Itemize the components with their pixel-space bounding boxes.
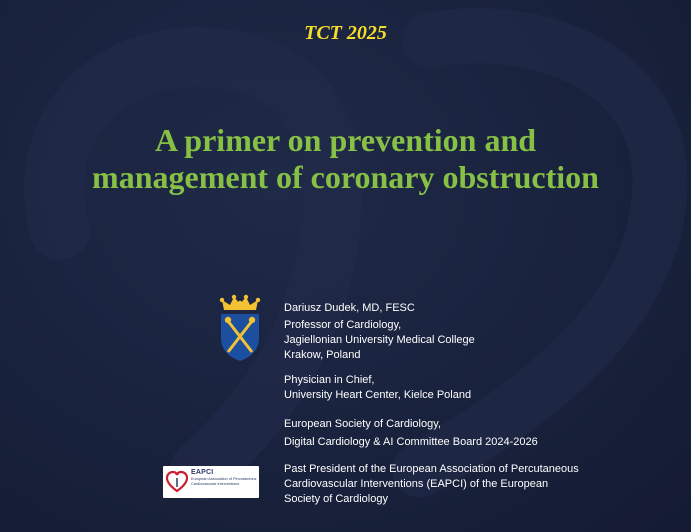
presentation-title [20,122,671,196]
affiliation-1-line-3: Krakow, Poland [284,349,361,361]
jagiellonian-university-crest-icon [218,294,262,362]
affiliation-4-line-2: Cardiovascular Interventions (EAPCI) of the European [284,478,549,490]
affiliation-1-line-2: Jagiellonian University Medical College [284,334,475,346]
conference-title: TCT 2025 [304,22,387,44]
affiliation-4-line-3: Society of Cardiology [284,493,388,505]
affiliation-1-line-1: Professor of Cardiology, [284,319,402,331]
eapci-brand: EAPCI [191,469,214,476]
title-line-1: A primer on prevention and [154,122,537,158]
affiliation-4-line-1: Past President of the European Association of Percutaneous [284,463,579,475]
speaker-name: Dariusz Dudek, MD, FESC [284,302,415,314]
title-line-2: management of coronary obstruction [92,159,599,195]
eapci-subtitle: European Association of Percutaneous Cardiovascular Interventions [191,477,257,486]
eapci-logo [163,466,259,498]
affiliation-2-line-2: University Heart Center, Kielce Poland [284,389,472,401]
eapci-heart-logo-icon [166,470,188,494]
affiliation-3-line-1: European Society of Cardiology, [284,418,441,430]
affiliation-3-line-2: Digital Cardiology & AI Committee Board 2024-2026 [284,436,538,448]
affiliation-2-line-1: Physician in Chief, [284,374,375,386]
